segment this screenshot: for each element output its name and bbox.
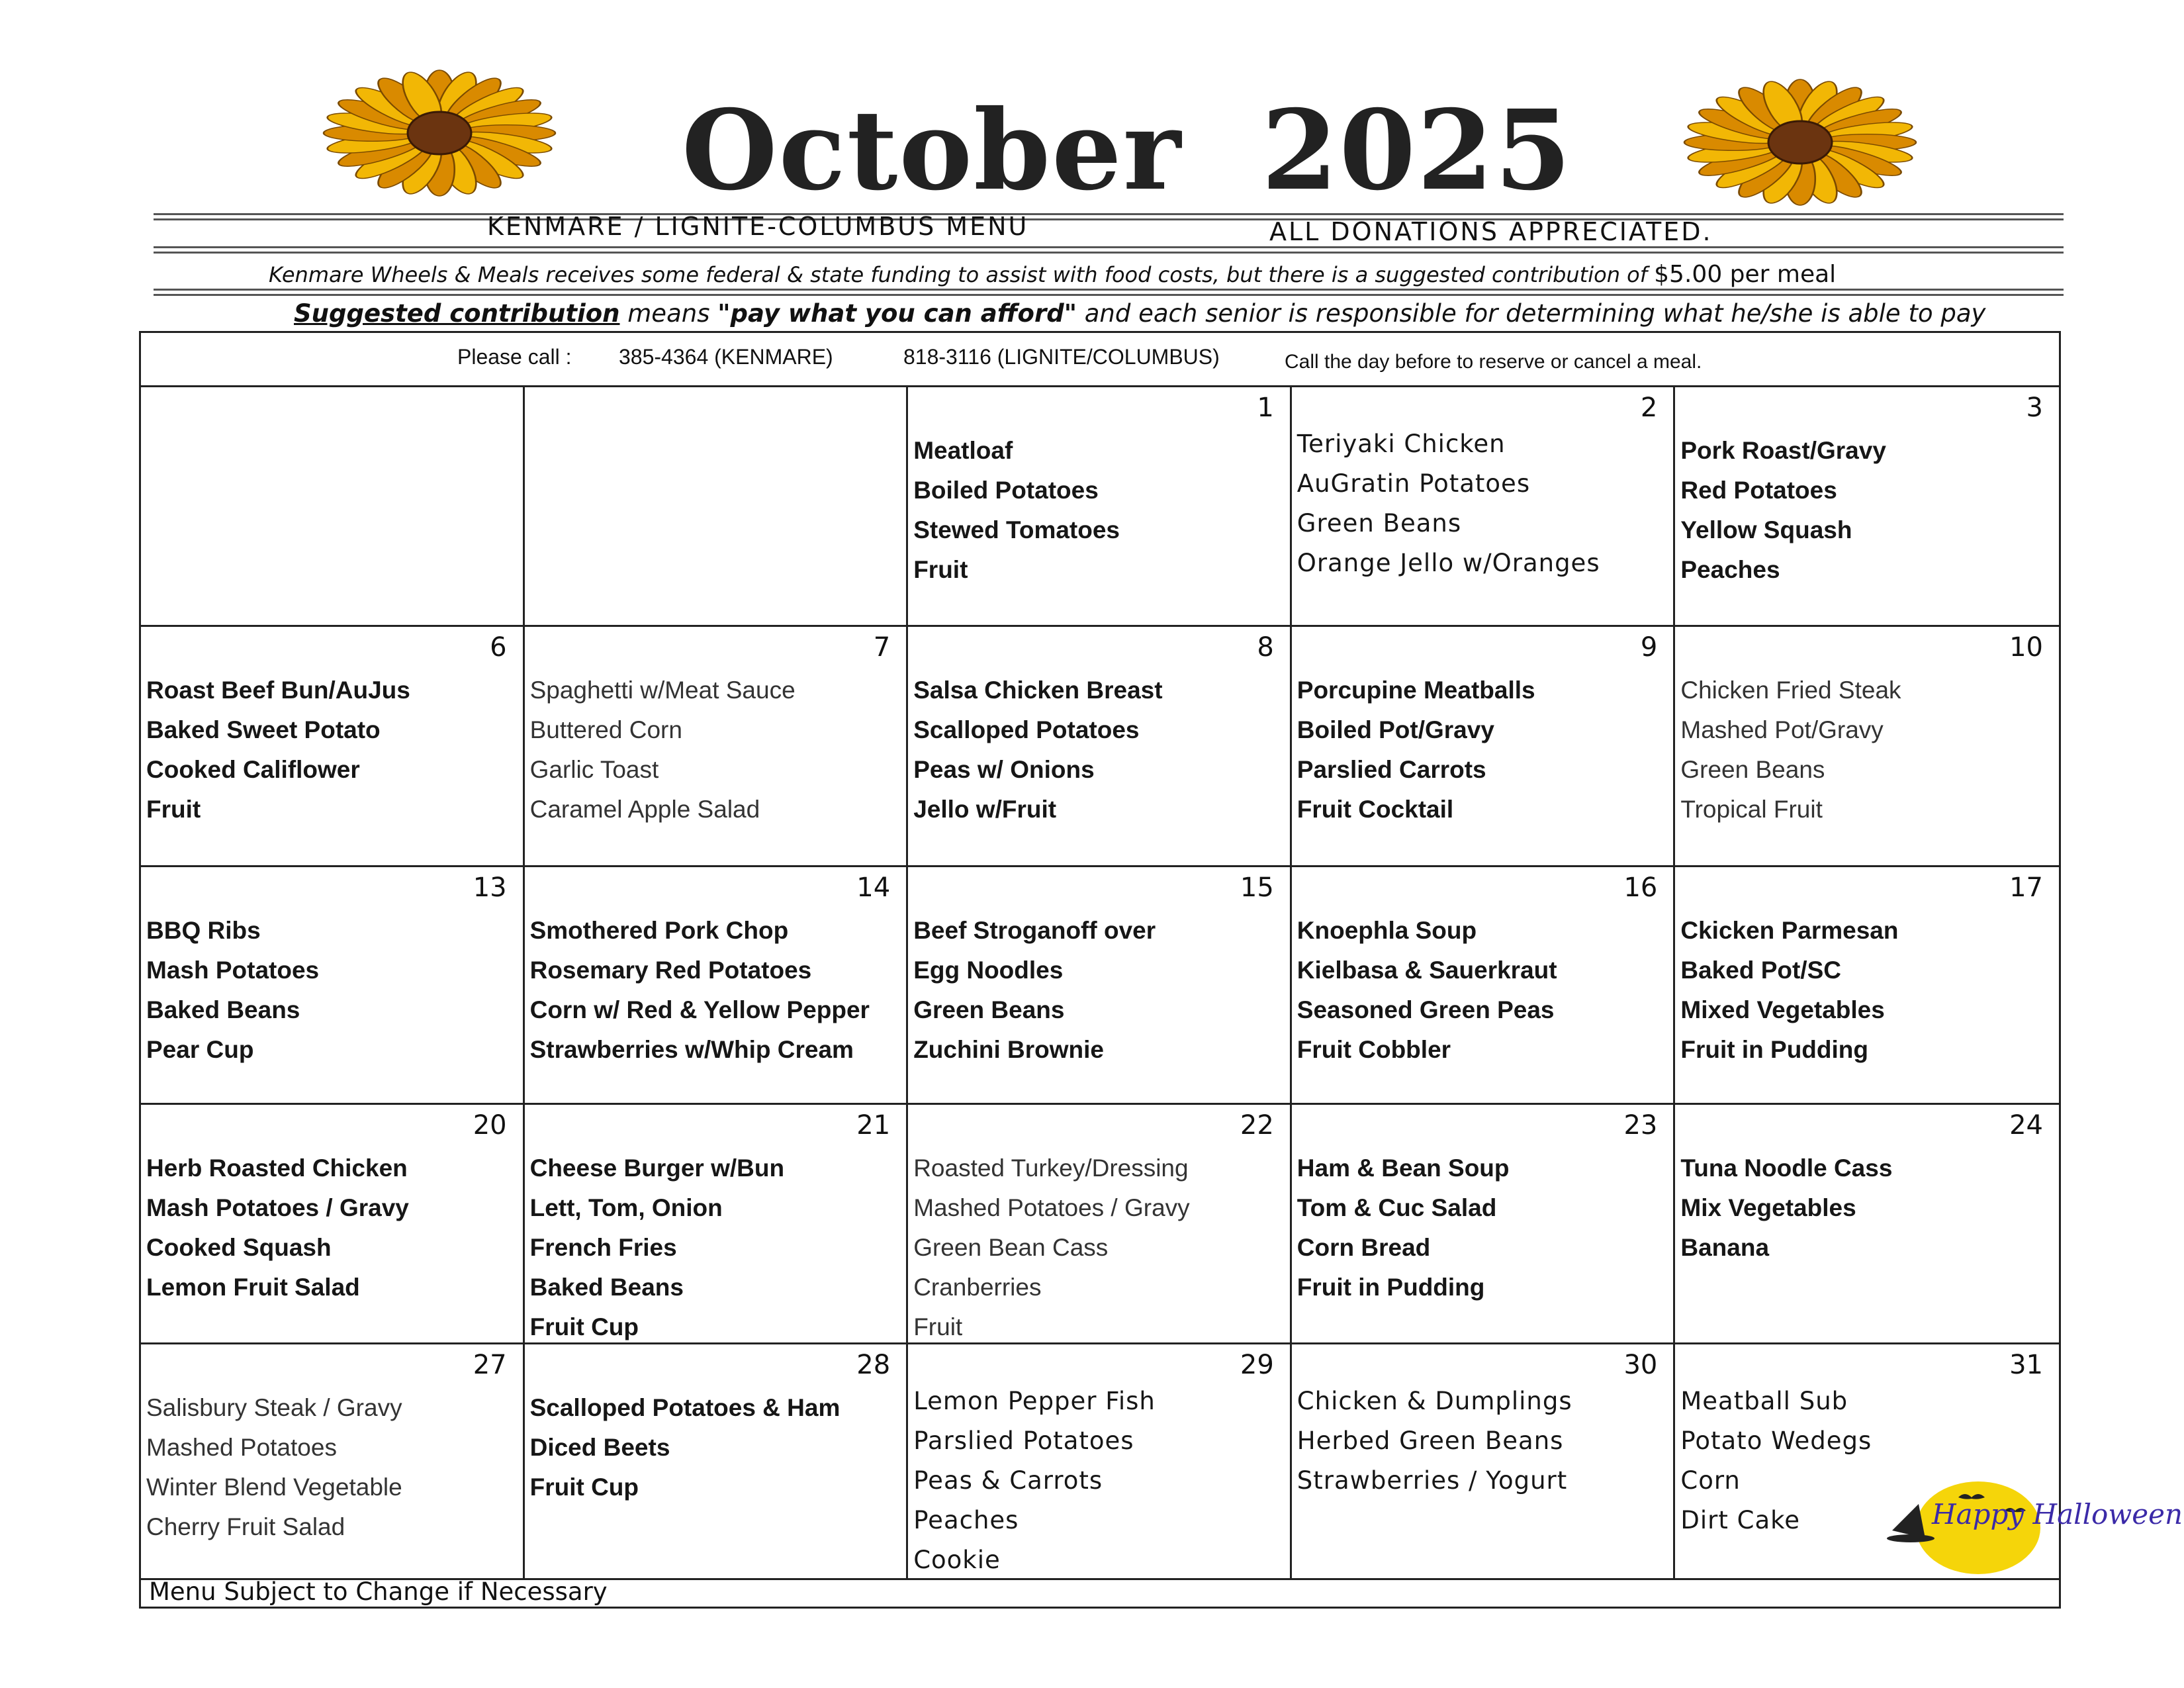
happy-halloween-text: Happy Halloween <box>1931 1498 2183 1530</box>
day-cell-27 <box>141 1344 525 1578</box>
divider <box>154 218 2064 220</box>
day-cell-13 <box>141 867 525 1103</box>
meal-item: Scalloped Potatoes <box>913 716 1140 743</box>
meal-item: Garlic Toast <box>529 756 659 783</box>
meal-item: Mixed Vegetables <box>1680 996 1885 1023</box>
meal-item: Green Beans <box>1297 509 1462 538</box>
meal-item: Fruit in Pudding <box>1680 1036 1868 1063</box>
meal-list <box>1297 671 1667 829</box>
day-cell-20 <box>141 1105 525 1342</box>
day-number: 21 <box>856 1110 891 1141</box>
divider <box>154 252 2064 254</box>
day-number: 13 <box>473 872 507 903</box>
meal-list <box>1297 911 1667 1070</box>
day-number: 30 <box>1623 1350 1658 1380</box>
meal-list <box>530 911 900 1070</box>
meal-item: Kielbasa & Sauerkraut <box>1297 957 1557 984</box>
meal-item: Lett, Tom, Onion <box>529 1194 723 1221</box>
day-cell-31 <box>1675 1344 2183 1578</box>
meal-item: Fruit <box>913 556 968 583</box>
meal-item: Stewed Tomatoes <box>913 516 1120 543</box>
funding-amount: $5.00 per meal <box>1654 261 1837 288</box>
meal-item: Beef Stroganoff over <box>913 917 1156 944</box>
title-month: October <box>682 86 1183 215</box>
meal-item: French Fries <box>529 1234 677 1261</box>
meal-list <box>146 1149 516 1307</box>
meal-item: Mash Potatoes / Gravy <box>146 1194 409 1221</box>
menu-title: KENMARE / LIGNITE-COLUMBUS MENU <box>487 212 1029 241</box>
meal-item: Pear Cup <box>146 1036 254 1063</box>
contribution-note <box>294 299 1985 328</box>
meal-list <box>1297 424 1667 583</box>
meal-item: Corn Bread <box>1297 1234 1431 1261</box>
divider <box>154 246 2064 248</box>
day-number: 3 <box>2026 393 2043 423</box>
day-cell-24 <box>1675 1105 2059 1342</box>
day-number: 23 <box>1623 1110 1658 1141</box>
meal-item: Diced Beets <box>529 1434 670 1461</box>
week-row <box>141 627 2059 867</box>
day-number: 31 <box>2009 1350 2043 1380</box>
divider <box>154 294 2064 296</box>
title-year: 2025 <box>1261 86 1573 215</box>
meal-item: Tuna Noodle Cass <box>1680 1154 1893 1182</box>
lignite-phone: 818-3116 (LIGNITE/COLUMBUS) <box>903 345 1220 369</box>
meal-item: Green Beans <box>1680 756 1825 783</box>
funding-note <box>269 261 1836 288</box>
meal-list <box>1680 671 2052 829</box>
contribution-label: Suggested contribution <box>294 299 620 328</box>
meal-item: Lemon Fruit Salad <box>146 1274 360 1301</box>
meal-item: Corn w/ Red & Yellow Pepper <box>529 996 870 1023</box>
kenmare-phone: 385-4364 (KENMARE) <box>619 345 833 369</box>
meal-item: Mashed Potatoes / Gravy <box>913 1194 1190 1221</box>
meal-item: Smothered Pork Chop <box>529 917 789 944</box>
day-cell-17 <box>1675 867 2059 1103</box>
meal-item: Pork Roast/Gravy <box>1680 437 1886 464</box>
meal-list <box>530 671 900 829</box>
meal-item: Peas w/ Onions <box>913 756 1095 783</box>
day-cell-3 <box>1675 387 2059 625</box>
meal-item: Buttered Corn <box>529 716 682 743</box>
day-cell-2 <box>1292 387 1676 625</box>
day-cell-15 <box>908 867 1292 1103</box>
meal-list <box>530 1149 900 1347</box>
meal-item: Mash Potatoes <box>146 957 320 984</box>
meal-item: Teriyaki Chicken <box>1297 430 1506 458</box>
meal-item: Parslied Carrots <box>1297 756 1486 783</box>
meal-item: Boiled Potatoes <box>913 477 1099 504</box>
day-number: 27 <box>473 1350 507 1380</box>
meal-item: Dirt Cake <box>1680 1506 1801 1534</box>
meal-list <box>913 911 1283 1070</box>
meal-item: Cooked Califlower <box>146 756 360 783</box>
divider <box>154 213 2064 215</box>
call-info-row <box>141 333 2059 387</box>
meal-item: Chicken & Dumplings <box>1297 1387 1572 1415</box>
week-row <box>141 1105 2059 1344</box>
day-number: 14 <box>856 872 891 903</box>
day-number: 20 <box>473 1110 507 1141</box>
funding-text: Kenmare Wheels & Meals receives some federal & state funding to assist with food costs, but there is a suggested contribution of <box>269 262 1655 287</box>
day-cell-21 <box>525 1105 909 1342</box>
meal-item: Cheese Burger w/Bun <box>529 1154 785 1182</box>
meal-item: Spaghetti w/Meat Sauce <box>529 677 796 704</box>
meal-item: Green Beans <box>913 996 1065 1023</box>
day-cell-9 <box>1292 627 1676 865</box>
meal-item: Baked Sweet Potato <box>146 716 381 743</box>
meal-item: Meatloaf <box>913 437 1013 464</box>
meal-item: Herb Roasted Chicken <box>146 1154 408 1182</box>
call-label: Please call : <box>457 345 572 369</box>
meal-item: Ham & Bean Soup <box>1297 1154 1510 1182</box>
day-number: 17 <box>2009 872 2043 903</box>
sunflower-left-icon <box>320 70 559 196</box>
day-cell-16 <box>1292 867 1676 1103</box>
meal-list <box>1680 431 2052 590</box>
meal-item: Fruit in Pudding <box>1297 1274 1485 1301</box>
meal-item: Ckicken Parmesan <box>1680 917 1899 944</box>
meal-item: Mashed Potatoes <box>146 1434 337 1461</box>
meal-item: Tom & Cuc Salad <box>1297 1194 1497 1221</box>
meal-item: Winter Blend Vegetable <box>146 1474 402 1501</box>
meal-item: BBQ Ribs <box>146 917 261 944</box>
meal-item: Mix Vegetables <box>1680 1194 1856 1221</box>
week-row <box>141 1344 2183 1580</box>
meal-item: Roast Beef Bun/AuJus <box>146 677 410 704</box>
week-row <box>141 867 2059 1105</box>
day-cell-7 <box>525 627 909 865</box>
meal-item: Roasted Turkey/Dressing <box>913 1154 1189 1182</box>
meal-item: Mashed Pot/Gravy <box>1680 716 1884 743</box>
meal-item: Salisbury Steak / Gravy <box>146 1394 402 1421</box>
meal-list <box>913 1382 1283 1580</box>
divider <box>154 289 2064 291</box>
meal-item: Caramel Apple Salad <box>529 796 760 823</box>
meal-item: Strawberries w/Whip Cream <box>529 1036 854 1063</box>
day-number: 8 <box>1257 632 1274 663</box>
meal-item: Cranberries <box>913 1274 1042 1301</box>
meal-item: Baked Beans <box>529 1274 684 1301</box>
day-cell-8 <box>908 627 1292 865</box>
meal-item: Cooked Squash <box>146 1234 332 1261</box>
day-number: 7 <box>873 632 891 663</box>
meal-item: Rosemary Red Potatoes <box>529 957 812 984</box>
meal-item: Peaches <box>913 1506 1019 1534</box>
meal-item: Banana <box>1680 1234 1770 1261</box>
day-cell-empty <box>525 387 909 625</box>
day-number: 9 <box>1640 632 1658 663</box>
day-number: 10 <box>2009 632 2043 663</box>
meal-item: Knoephla Soup <box>1297 917 1477 944</box>
meal-list <box>1680 1149 2052 1268</box>
meal-list <box>913 431 1283 590</box>
meal-item: Baked Beans <box>146 996 300 1023</box>
contribution-rest: and each senior is responsible for determining what he/she is able to pay <box>1076 299 1986 328</box>
meal-item: Meatball Sub <box>1680 1387 1848 1415</box>
meal-item: Tropical Fruit <box>1680 796 1823 823</box>
meal-list <box>913 671 1283 829</box>
meal-item: Potato Wedegs <box>1680 1427 1872 1455</box>
call-note: Call the day before to reserve or cancel a meal. <box>1285 351 1702 373</box>
meal-item: Red Potatoes <box>1680 477 1837 504</box>
day-number: 29 <box>1240 1350 1274 1380</box>
menu-calendar <box>139 331 2183 1609</box>
day-cell-22 <box>908 1105 1292 1342</box>
day-number: 24 <box>2009 1110 2043 1141</box>
meal-list <box>1680 911 2052 1070</box>
day-cell-14 <box>525 867 909 1103</box>
meal-item: AuGratin Potatoes <box>1297 469 1531 498</box>
meal-item: Green Bean Cass <box>913 1234 1109 1261</box>
meal-item: Fruit Cobbler <box>1297 1036 1451 1063</box>
meal-item: Orange Jello w/Oranges <box>1297 549 1600 577</box>
meal-item: Fruit <box>146 796 201 823</box>
day-number: 6 <box>490 632 507 663</box>
contribution-means: means <box>619 299 718 328</box>
day-number: 1 <box>1257 393 1274 423</box>
meal-list <box>913 1149 1283 1347</box>
day-cell-empty <box>141 387 525 625</box>
meal-list <box>146 911 516 1070</box>
meal-item: Porcupine Meatballs <box>1297 677 1535 704</box>
meal-item: Zuchini Brownie <box>913 1036 1104 1063</box>
day-cell-30 <box>1292 1344 1676 1578</box>
meal-item: Yellow Squash <box>1680 516 1852 543</box>
week-row <box>141 387 2059 627</box>
day-number: 16 <box>1623 872 1658 903</box>
meal-item: Fruit Cup <box>529 1474 639 1501</box>
meal-item: Baked Pot/SC <box>1680 957 1841 984</box>
day-number: 15 <box>1240 872 1274 903</box>
day-number: 2 <box>1640 393 1658 423</box>
meal-item: Fruit <box>913 1313 963 1340</box>
meal-item: Salsa Chicken Breast <box>913 677 1163 704</box>
footer-note: Menu Subject to Change if Necessary <box>149 1577 608 1606</box>
meal-item: Fruit Cocktail <box>1297 796 1454 823</box>
happy-halloween-icon <box>1879 1477 2183 1577</box>
meal-item: Herbed Green Beans <box>1297 1427 1564 1455</box>
meal-list <box>146 671 516 829</box>
meal-item: Egg Noodles <box>913 957 1064 984</box>
meal-item: Peaches <box>1680 556 1780 583</box>
meal-item: Scalloped Potatoes & Ham <box>529 1394 841 1421</box>
meal-item: Chicken Fried Steak <box>1680 677 1901 704</box>
meal-item: Lemon Pepper Fish <box>913 1387 1156 1415</box>
meal-item: Seasoned Green Peas <box>1297 996 1555 1023</box>
meal-list <box>1297 1149 1667 1307</box>
meal-item: Parslied Potatoes <box>913 1427 1134 1455</box>
day-cell-1 <box>908 387 1292 625</box>
sunflower-right-icon <box>1681 79 1919 205</box>
day-cell-10 <box>1675 627 2059 865</box>
contribution-quote: "pay what you can afford" <box>717 299 1077 328</box>
meal-item: Peas & Carrots <box>913 1466 1103 1495</box>
meal-item: Fruit Cup <box>529 1313 639 1340</box>
meal-list <box>146 1388 516 1547</box>
meal-item: Corn <box>1680 1466 1741 1495</box>
day-cell-29 <box>908 1344 1292 1578</box>
day-number: 22 <box>1240 1110 1274 1141</box>
day-cell-23 <box>1292 1105 1676 1342</box>
day-cell-28 <box>525 1344 909 1578</box>
footer-row <box>141 1575 2059 1607</box>
day-number: 28 <box>856 1350 891 1380</box>
meal-item: Jello w/Fruit <box>913 796 1057 823</box>
meal-list <box>530 1388 900 1507</box>
meal-item: Strawberries / Yogurt <box>1297 1466 1568 1495</box>
meal-item: Cherry Fruit Salad <box>146 1513 345 1540</box>
donations-note: ALL DONATIONS APPRECIATED. <box>1269 217 1713 246</box>
meal-item: Cookie <box>913 1546 1001 1574</box>
meal-list <box>1297 1382 1667 1501</box>
meal-item: Boiled Pot/Gravy <box>1297 716 1494 743</box>
day-cell-6 <box>141 627 525 865</box>
